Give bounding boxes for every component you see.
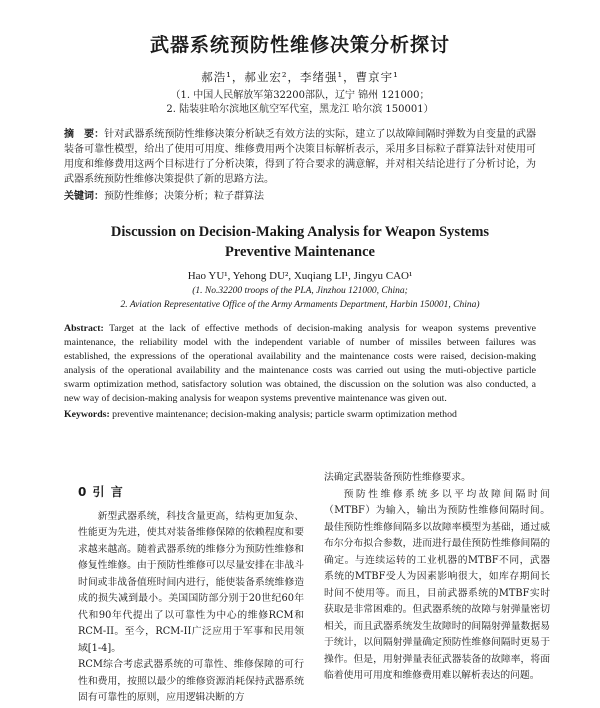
english-title [40,222,560,262]
chinese-title: 武器系统预防性维修决策分析探讨 [149,34,450,56]
chinese-authors: 郝浩¹，郝业宏²，李绪强¹，曹京宇¹ [201,70,399,84]
english-affiliation-1: (1. No.32200 troops of the PLA, Jinzhou 121000, China; [192,286,408,296]
english-abstract-label: Abstract: [64,323,104,334]
english-affiliation-2: 2. Aviation Representative Office of the Army Armaments Department, Harbin 150001, China) [120,300,480,310]
english-abstract [64,322,536,406]
right-paragraph-1: 预防性维修系统多以平均故障间隔时间（MTBF）为输入，输出为预防性维修间隔时间。最佳预防性维修间隔多以故障率模型为基础，通过威布尔分布拟合参数，进而进行最佳预防性维修间隔的确定。与连续运转的工业机器的MTBF不同，武器系统的MTBF受人为因素影响很大，如库存期间长时间不使用等。而且，目前武器系统的MTBF实时获取是非常困难的。但武器系统的故障与射弹量密切相关，而且武器系统发生故障时的间隔射弹量数据易于统计，以间隔射弹量确定预防性维修间隔时更易于操作。但是，用射弹量表征武器装备的故障率，将面临着使用可用度和维修费用难以解析表达的问题。 [324,488,550,681]
left-paragraph-1: 新型武器系统，科技含量更高，结构更加复杂、性能更为先进，使其对装备维修保障的依赖程度和要求越来越高。随着武器系统的维修分为预防性维修和修复性维修。由于预防性维修可以尽量安排在非战斗时间或非战备值班时间内进行，能使装备系统维修造成的损失减到最小。美国国防部分别于20世纪60年代和90年代提出了以可靠性为中心的维修RCM和RCM-II。至今，RCM-II广泛应用于军事和民用领域[1-4]。 [78,510,304,654]
right-paragraph-0: 法确定武器装备预防性维修要求。 [324,472,471,483]
english-keywords-text: preventive maintenance; decision-making analysis; particle swarm optimization method [112,409,457,420]
chinese-abstract-label: 摘 要： [64,129,105,140]
english-abstract-text: Target at the lack of effective methods of decision-making analysis for weapon systems preventive maintenance, the reliability model with the independent variable of number of missiles between failures was established, the expressions of the operational availability and the maintenance costs were raised, decision-making analysis of the operational availability and the maintenance costs was carried out using the muti-objective particle swarm optimization method, satisfactory solution was obtained, the discussion on the solution was also conducted, a new way of decision-making analysis for weapon systems preventive maintenance was given out. [64,323,536,404]
chinese-keywords-text: 预防性维修；决策分析；粒子群算法 [104,191,264,202]
right-column [324,470,550,707]
english-keywords [64,408,536,422]
left-column [78,470,304,707]
english-title-line-2: Preventive Maintenance [225,244,375,260]
body-columns [78,470,550,707]
english-title-line-1: Discussion on Decision-Making Analysis for Weapon Systems [110,224,490,240]
chinese-affiliation-2: 2. 陆装驻哈尔滨地区航空军代室，黑龙江 哈尔滨 150001） [166,104,434,115]
chinese-keywords-label: 关键词： [64,191,104,202]
left-paragraph-2: RCM综合考虑武器系统的可靠性、维修保障的可行性和费用，按照以最少的维修资源消耗保持武器系统固有可靠性的原则，应用逻辑决断的方 [78,659,304,703]
english-keywords-label: Keywords: [64,409,110,420]
section-heading-introduction: 0 引 言 [78,485,124,499]
chinese-abstract [64,127,536,187]
english-authors: Hao YU¹, Yehong DU², Xuqiang LI¹, Jingyu CAO¹ [187,270,413,282]
chinese-abstract-text: 针对武器系统预防性维修决策分析缺乏有效方法的实际，建立了以故障间隔时弹数为自变量的武器装备可靠性模型，给出了使用可用度、维修费用两个决策目标解析表示，采用多目标粒子群算法针对使用可用度和维修费用这两个目标进行了分析决策，得到了符合要求的满意解，并对相关结论进行了分析讨论，为武器系统预防性维修决策提供了新的思路方法。 [64,129,537,185]
chinese-affiliation-1: （1. 中国人民解放军第32200部队，辽宁 锦州 121000； [170,90,430,101]
chinese-keywords [64,189,536,204]
